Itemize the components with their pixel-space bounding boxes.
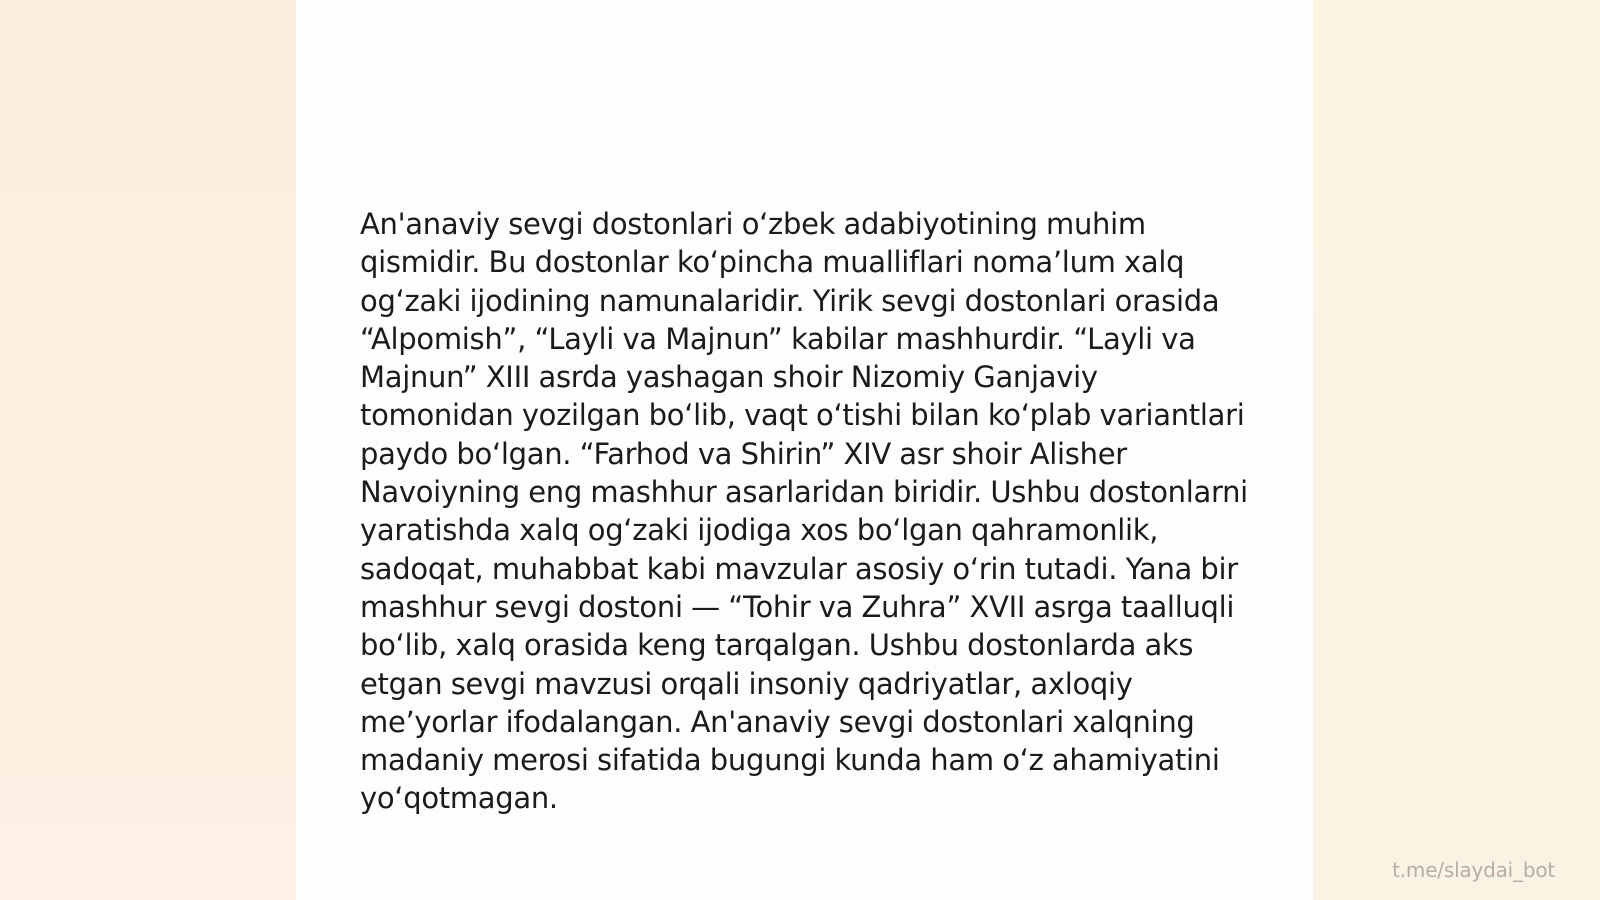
slide-body-paragraph: An'anaviy sevgi dostonlari oʻzbek adabiyotining muhim qismidir. Bu dostonlar koʻpincha mualliflari nomaʼlum xalq ogʻzaki ijodining namunalaridir. Yirik sevgi dostonlari orasida “Alpomish”, “Layli va Majnun” kabilar mashhurdir. “Layli va Majnun” XIII asrda yashagan shoir Nizomiy Ganjaviy tomonidan yozilgan boʻlib, vaqt oʻtishi bilan koʻplab variantlari paydo boʻlgan. “Farhod va Shirin” XIV asr shoir Alisher Navoiyning eng mashhur asarlaridan biridir. Ushbu dostonlarni yaratishda xalq ogʻzaki ijodiga xos boʻlgan qahramonlik, sadoqat, muhabbat kabi mavzular asosiy oʻrin tutadi. Yana bir mashhur sevgi dostoni — “Tohir va Zuhra” XVII asrga taalluqli boʻlib, xalq orasida keng tarqalgan. Ushbu dostonlarda aks etgan sevgi mavzusi orqali insoniy qadriyatlar, axloqiy meʼyorlar ifodalangan. An'anaviy sevgi dostonlari xalqning madaniy merosi sifatida bugungi kunda ham oʻz ahamiyatini yoʻqotmagan.	[360, 207, 1248, 816]
watermark-link: t.me/slaydai_bot	[1392, 858, 1555, 882]
right-background-strip	[1313, 0, 1600, 900]
left-background-strip	[0, 0, 296, 900]
